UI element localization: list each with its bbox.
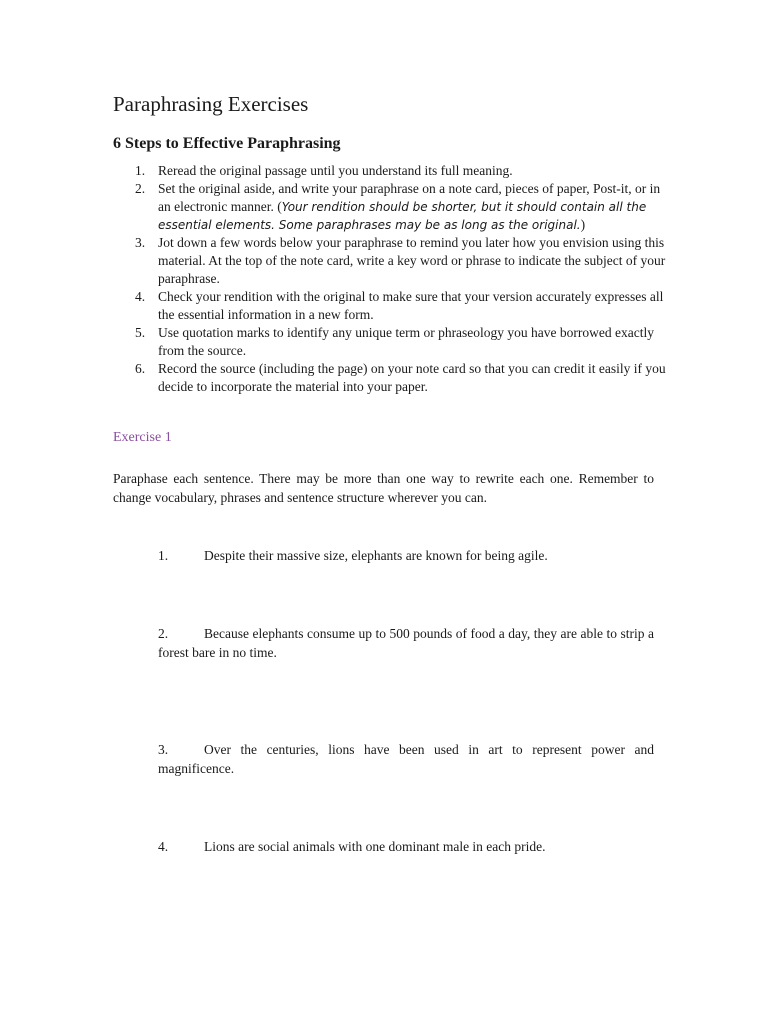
step-item: [113, 234, 673, 288]
exercise-item: [158, 624, 654, 662]
step-number: 3.: [135, 235, 146, 250]
steps-heading: 6 Steps to Effective Paraphrasing: [113, 135, 341, 152]
exercise-item-number: 3.: [158, 742, 169, 757]
exercise-item-number: 2.: [158, 626, 169, 641]
exercise-item-text: Lions are social animals with one dominant male in each pride.: [204, 839, 546, 854]
step-text: Check your rendition with the original to make sure that your version accurately expresses all the essential information in a new form.: [158, 289, 664, 322]
exercise-item: [158, 837, 654, 856]
step-item: [113, 288, 673, 324]
step-number: 5.: [135, 325, 146, 340]
step-number: 2.: [135, 181, 146, 196]
exercise-item-text: Despite their massive size, elephants are known for being agile.: [204, 548, 548, 563]
exercise-item-number: 1.: [158, 548, 169, 563]
exercise-item-text: Over the centuries, lions have been used in art to represent power and magnificence.: [158, 742, 654, 776]
step-number: 1.: [135, 163, 146, 178]
step-text: Reread the original passage until you understand its full meaning.: [158, 163, 513, 178]
step-item: [113, 360, 673, 396]
steps-list: [113, 162, 673, 396]
exercise-item: [158, 546, 654, 565]
step-number: 4.: [135, 289, 146, 304]
step-italic-note: Your rendition should be shorter, but it should contain all the essential elements. Some paraphrases may be as long as the original.: [158, 200, 647, 232]
step-text: Use quotation marks to identify any unique term or phraseology you have borrowed exactly from the source.: [158, 325, 654, 358]
step-text-tail: ): [580, 217, 586, 232]
exercise-item: [158, 740, 654, 778]
step-text: Record the source (including the page) on your note card so that you can credit it easily if you decide to incorporate the material into your paper.: [158, 361, 666, 394]
step-text: Set the original aside, and write your paraphrase on a note card, pieces of paper, Post-it, or in an electronic manner. (: [158, 181, 661, 214]
exercise-item-number: 4.: [158, 839, 169, 854]
step-text: Jot down a few words below your paraphrase to remind you later how you envision using this material. At the top of the note card, write a key word or phrase to indicate the subject of your paraphrase.: [158, 235, 666, 286]
exercise-intro: Paraphase each sentence. There may be more than one way to rewrite each one. Remember to change vocabulary, phrases and sentence structure wherever you can.: [113, 471, 654, 505]
document-title: Paraphrasing Exercises: [113, 92, 309, 116]
step-number: 6.: [135, 361, 146, 376]
exercise-heading: Exercise 1: [113, 430, 172, 445]
exercise-item-text: Because elephants consume up to 500 pounds of food a day, they are able to strip a forest bare in no time.: [158, 626, 654, 660]
step-item: [113, 324, 673, 360]
step-item: [113, 162, 673, 180]
step-item: [113, 180, 673, 234]
